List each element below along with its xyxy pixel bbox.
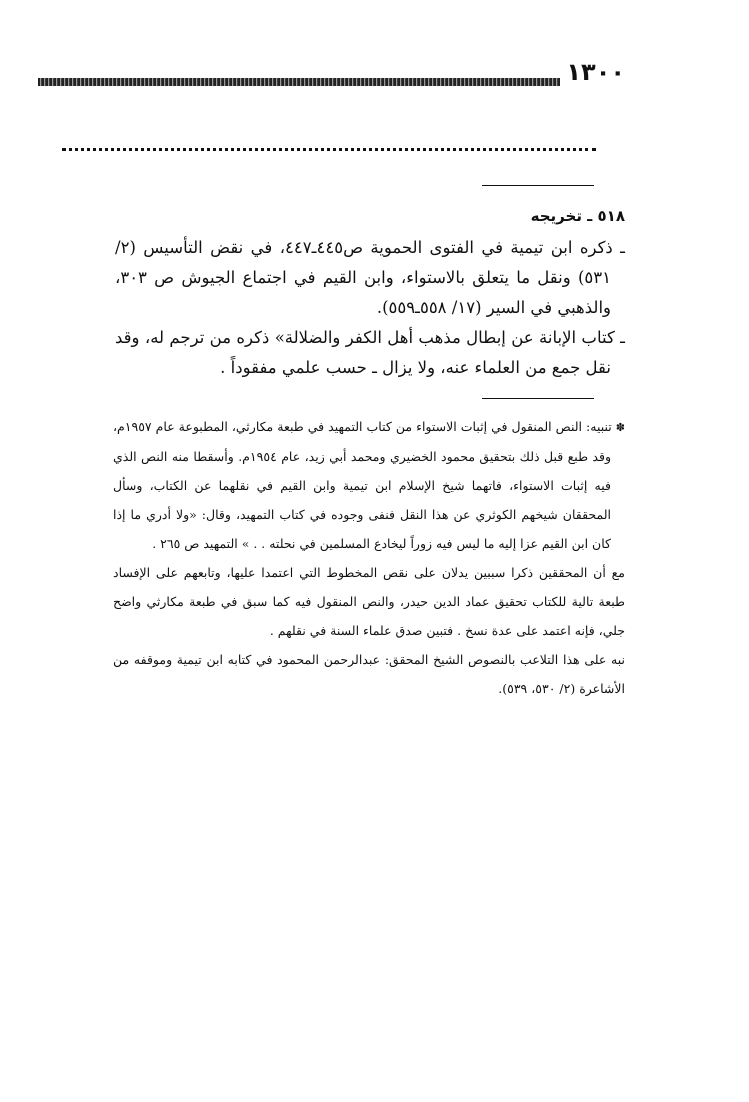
section-paragraph: ـ كتاب الإبانة عن إبطال مذهب أهل الكفر والضلالة» ذكره من ترجم له، وقد نقل جمع من العلماء عنه، ولا يزال ـ حسب علمي مفقوداً . xyxy=(115,328,625,377)
footnote-paragraph xyxy=(113,412,625,558)
page-number: ١٣٠٠ xyxy=(566,58,625,86)
section-paragraph: ـ ذكره ابن تيمية في الفتوى الحموية ص٤٤٥ـ٤٤٧، في نقض التأسيس (٢/ ٥٣١) ونقل ما يتعلق بالاستواء، وابن القيم في اجتماع الجيوش ص ٣٠٣، والذهبي في السير (١٧/ ٥٥٨ـ٥٥٩). xyxy=(115,238,625,317)
main-section xyxy=(115,201,625,383)
header-rule xyxy=(38,78,560,86)
section-heading: ٥١٨ ـ تخريجه xyxy=(530,207,625,225)
asterisk-icon: ✽ xyxy=(615,421,625,434)
footnote-paragraph: مع أن المحققين ذكرا سببين يدلان على نقص المخطوط التي اعتمدا عليها، وتابعهم على الإفساد طبعة تالية للكتاب تحقيق عماد الدين حيدر، والنص المنقول فيه كما سبق في طبعة مكارثي واضح جلي، فإنه اعتمد على عدة نسخ . فتبين صدق علماء السنة في نقلهم . xyxy=(113,565,625,638)
section-top-rule xyxy=(482,185,594,186)
footnote-separator xyxy=(482,398,594,399)
footnote-block xyxy=(113,412,625,703)
footnote-paragraph: نبه على هذا التلاعب بالنصوص الشيخ المحقق: عبدالرحمن المحمود في كتابه ابن تيمية وموقفه من الأشاعرة (٢/ ٥٣٠، ٥٣٩). xyxy=(113,652,625,696)
footnote-text: تنبيه: النص المنقول في إثبات الاستواء من كتاب التمهيد في طبعة مكارثي، المطبوعة عام ١٩٥٧م، وقد طبع قبل ذلك بتحقيق محمود الخضيري ومحمد أبي زيد، عام ١٩٥٤م. وأسقطا منه النص الذي فيه إثبات الاستواء، فاتهما شيخ الإسلام ابن تيمية وابن القيم في نقلهما عن الكتاب، وسأل المحققان شيخهم الكوثري عن هذا النقل فنفى وجوده في كتاب التمهيد، وقال: «ولا أدري ما إذا كان ابن القيم عزا إليه ما ليس فيه زوراً ليخادع المسلمين في نحلته . . » التمهيد ص ٢٦٥ . xyxy=(113,419,612,551)
dotted-separator xyxy=(62,148,596,151)
